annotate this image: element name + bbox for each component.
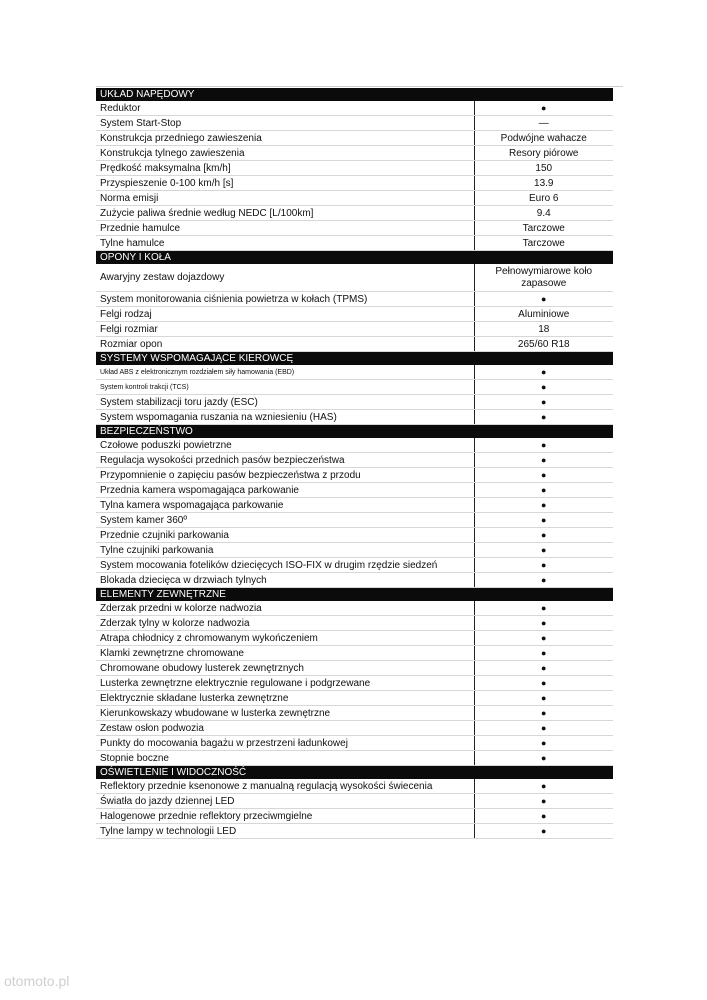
spec-label: Zużycie paliwa średnie według NEDC [L/100km]: [96, 206, 474, 221]
spec-label: Przednie czujniki parkowania: [96, 528, 474, 543]
spec-value: Podwójne wahacze: [474, 131, 613, 146]
spec-label: System mocowania fotelików dziecięcych ISO-FIX w drugim rzędzie siedzeń: [96, 558, 474, 573]
spec-row: [96, 824, 613, 839]
standard-equipment-dot: ●: [474, 453, 613, 468]
standard-equipment-dot: ●: [474, 824, 613, 839]
spec-row: [96, 322, 613, 337]
spec-label: Elektrycznie składane lusterka zewnętrzne: [96, 691, 474, 706]
standard-equipment-dot: ●: [474, 721, 613, 736]
section-title: OŚWIETLENIE I WIDOCZNOŚĆ: [96, 766, 474, 780]
spec-label: Blokada dziecięca w drzwiach tylnych: [96, 573, 474, 588]
spec-label: System stabilizacji toru jazdy (ESC): [96, 395, 474, 410]
standard-equipment-dot: ●: [474, 661, 613, 676]
spec-row: [96, 161, 613, 176]
spec-label: Przyspieszenie 0-100 km/h [s]: [96, 176, 474, 191]
standard-equipment-dot: ●: [474, 631, 613, 646]
spec-row: [96, 395, 613, 410]
standard-equipment-dot: ●: [474, 676, 613, 691]
spec-label: Światła do jazdy dziennej LED: [96, 794, 474, 809]
spec-row: [96, 661, 613, 676]
section-header: [96, 766, 613, 780]
spec-label: Stopnie boczne: [96, 751, 474, 766]
spec-row: [96, 101, 613, 116]
spec-label: System kontroli trakcji (TCS): [96, 380, 474, 395]
spec-value: Pełnowymiarowe koło zapasowe: [474, 264, 613, 292]
standard-equipment-dot: ●: [474, 646, 613, 661]
spec-table: [96, 88, 613, 839]
standard-equipment-dot: ●: [474, 395, 613, 410]
spec-row: [96, 779, 613, 794]
standard-equipment-dot: ●: [474, 380, 613, 395]
spec-label: Przypomnienie o zapięciu pasów bezpieczeństwa z przodu: [96, 468, 474, 483]
spec-label: System kamer 360º: [96, 513, 474, 528]
spec-row: [96, 146, 613, 161]
section-title: ELEMENTY ZEWNĘTRZNE: [96, 588, 474, 602]
section-header-value-cell: [474, 425, 613, 439]
section-header-value-cell: [474, 588, 613, 602]
spec-label: Norma emisji: [96, 191, 474, 206]
spec-label: Halogenowe przednie reflektory przeciwmgielne: [96, 809, 474, 824]
section-title: OPONY I KOŁA: [96, 251, 474, 265]
spec-row: [96, 601, 613, 616]
spec-label: Tylne lampy w technologii LED: [96, 824, 474, 839]
spec-value: 265/60 R18: [474, 337, 613, 352]
spec-label: Chromowane obudowy lusterek zewnętrznych: [96, 661, 474, 676]
standard-equipment-dot: ●: [474, 543, 613, 558]
standard-equipment-dot: ●: [474, 292, 613, 307]
section-header: [96, 88, 613, 101]
spec-label: System monitorowania ciśnienia powietrza w kołach (TPMS): [96, 292, 474, 307]
spec-label: System Start-Stop: [96, 116, 474, 131]
spec-row: [96, 646, 613, 661]
spec-label: Konstrukcja tylnego zawieszenia: [96, 146, 474, 161]
section-header: [96, 352, 613, 366]
spec-label: Przednie hamulce: [96, 221, 474, 236]
spec-value: 9.4: [474, 206, 613, 221]
section-header-value-cell: [474, 251, 613, 265]
standard-equipment-dot: ●: [474, 513, 613, 528]
spec-row: [96, 410, 613, 425]
spec-label: Punkty do mocowania bagażu w przestrzeni ładunkowej: [96, 736, 474, 751]
spec-label: Przednia kamera wspomagająca parkowanie: [96, 483, 474, 498]
standard-equipment-dot: ●: [474, 573, 613, 588]
spec-row: [96, 631, 613, 646]
spec-label: Rozmiar opon: [96, 337, 474, 352]
spec-label: Lusterka zewnętrzne elektrycznie regulowane i podgrzewane: [96, 676, 474, 691]
spec-label: Prędkość maksymalna [km/h]: [96, 161, 474, 176]
spec-row: [96, 528, 613, 543]
spec-value: Euro 6: [474, 191, 613, 206]
spec-label: Reflektory przednie ksenonowe z manualną regulacją wysokości świecenia: [96, 779, 474, 794]
watermark: otomoto.pl: [4, 973, 70, 989]
spec-row: [96, 380, 613, 395]
standard-equipment-dot: ●: [474, 483, 613, 498]
spec-row: [96, 706, 613, 721]
standard-equipment-dot: ●: [474, 101, 613, 116]
standard-equipment-dot: ●: [474, 616, 613, 631]
section-title: UKŁAD NAPĘDOWY: [96, 88, 474, 101]
standard-equipment-dot: ●: [474, 751, 613, 766]
standard-equipment-dot: ●: [474, 365, 613, 380]
spec-row: [96, 206, 613, 221]
spec-label: Awaryjny zestaw dojazdowy: [96, 264, 474, 292]
standard-equipment-dot: ●: [474, 794, 613, 809]
spec-value: Resory piórowe: [474, 146, 613, 161]
spec-label: Tylna kamera wspomagająca parkowanie: [96, 498, 474, 513]
section-header-value-cell: [474, 88, 613, 101]
spec-row: [96, 809, 613, 824]
spec-row: [96, 543, 613, 558]
spec-row: [96, 483, 613, 498]
spec-value: 13.9: [474, 176, 613, 191]
spec-label: Konstrukcja przedniego zawieszenia: [96, 131, 474, 146]
spec-row: [96, 736, 613, 751]
spec-row: [96, 691, 613, 706]
spec-row: [96, 236, 613, 251]
spec-label: Felgi rodzaj: [96, 307, 474, 322]
section-header-value-cell: [474, 352, 613, 366]
spec-value: 150: [474, 161, 613, 176]
section-header-value-cell: [474, 766, 613, 780]
spec-row: [96, 292, 613, 307]
spec-value: Tarczowe: [474, 221, 613, 236]
spec-value: —: [474, 116, 613, 131]
spec-row: [96, 794, 613, 809]
spec-row: [96, 498, 613, 513]
standard-equipment-dot: ●: [474, 779, 613, 794]
spec-row: [96, 176, 613, 191]
standard-equipment-dot: ●: [474, 498, 613, 513]
spec-label: Reduktor: [96, 101, 474, 116]
spec-label: Tylne czujniki parkowania: [96, 543, 474, 558]
spec-row: [96, 191, 613, 206]
standard-equipment-dot: ●: [474, 736, 613, 751]
spec-label: Zestaw osłon podwozia: [96, 721, 474, 736]
spec-table-body: [96, 88, 613, 839]
spec-label: Układ ABS z elektronicznym rozdziałem siły hamowania (EBD): [96, 365, 474, 380]
spec-label: Klamki zewnętrzne chromowane: [96, 646, 474, 661]
spec-row: [96, 616, 613, 631]
spec-value: 18: [474, 322, 613, 337]
spec-row: [96, 221, 613, 236]
spec-value: Aluminiowe: [474, 307, 613, 322]
spec-row: [96, 438, 613, 453]
spec-row: [96, 307, 613, 322]
spec-row: [96, 116, 613, 131]
spec-row: [96, 131, 613, 146]
spec-row: [96, 676, 613, 691]
section-title: BEZPIECZEŃSTWO: [96, 425, 474, 439]
spec-label: Felgi rozmiar: [96, 322, 474, 337]
spec-row: [96, 751, 613, 766]
standard-equipment-dot: ●: [474, 410, 613, 425]
spec-row: [96, 453, 613, 468]
standard-equipment-dot: ●: [474, 601, 613, 616]
spec-row: [96, 558, 613, 573]
spec-row: [96, 365, 613, 380]
spec-row: [96, 721, 613, 736]
spec-row: [96, 573, 613, 588]
spec-label: System wspomagania ruszania na wzniesieniu (HAS): [96, 410, 474, 425]
spec-label: Zderzak tylny w kolorze nadwozia: [96, 616, 474, 631]
spec-label: Czołowe poduszki powietrzne: [96, 438, 474, 453]
section-header: [96, 425, 613, 439]
section-title: SYSTEMY WSPOMAGAJĄCE KIEROWCĘ: [96, 352, 474, 366]
standard-equipment-dot: ●: [474, 438, 613, 453]
spec-value: Tarczowe: [474, 236, 613, 251]
standard-equipment-dot: ●: [474, 528, 613, 543]
standard-equipment-dot: ●: [474, 706, 613, 721]
standard-equipment-dot: ●: [474, 809, 613, 824]
standard-equipment-dot: ●: [474, 691, 613, 706]
spec-label: Tylne hamulce: [96, 236, 474, 251]
spec-row: [96, 513, 613, 528]
section-header: [96, 588, 613, 602]
spec-label: Regulacja wysokości przednich pasów bezpieczeństwa: [96, 453, 474, 468]
spec-row: [96, 264, 613, 292]
spec-label: Zderzak przedni w kolorze nadwozia: [96, 601, 474, 616]
top-rule: [96, 86, 623, 87]
spec-label: Atrapa chłodnicy z chromowanym wykończeniem: [96, 631, 474, 646]
standard-equipment-dot: ●: [474, 558, 613, 573]
standard-equipment-dot: ●: [474, 468, 613, 483]
spec-row: [96, 468, 613, 483]
section-header: [96, 251, 613, 265]
spec-label: Kierunkowskazy wbudowane w lusterka zewnętrzne: [96, 706, 474, 721]
spec-row: [96, 337, 613, 352]
